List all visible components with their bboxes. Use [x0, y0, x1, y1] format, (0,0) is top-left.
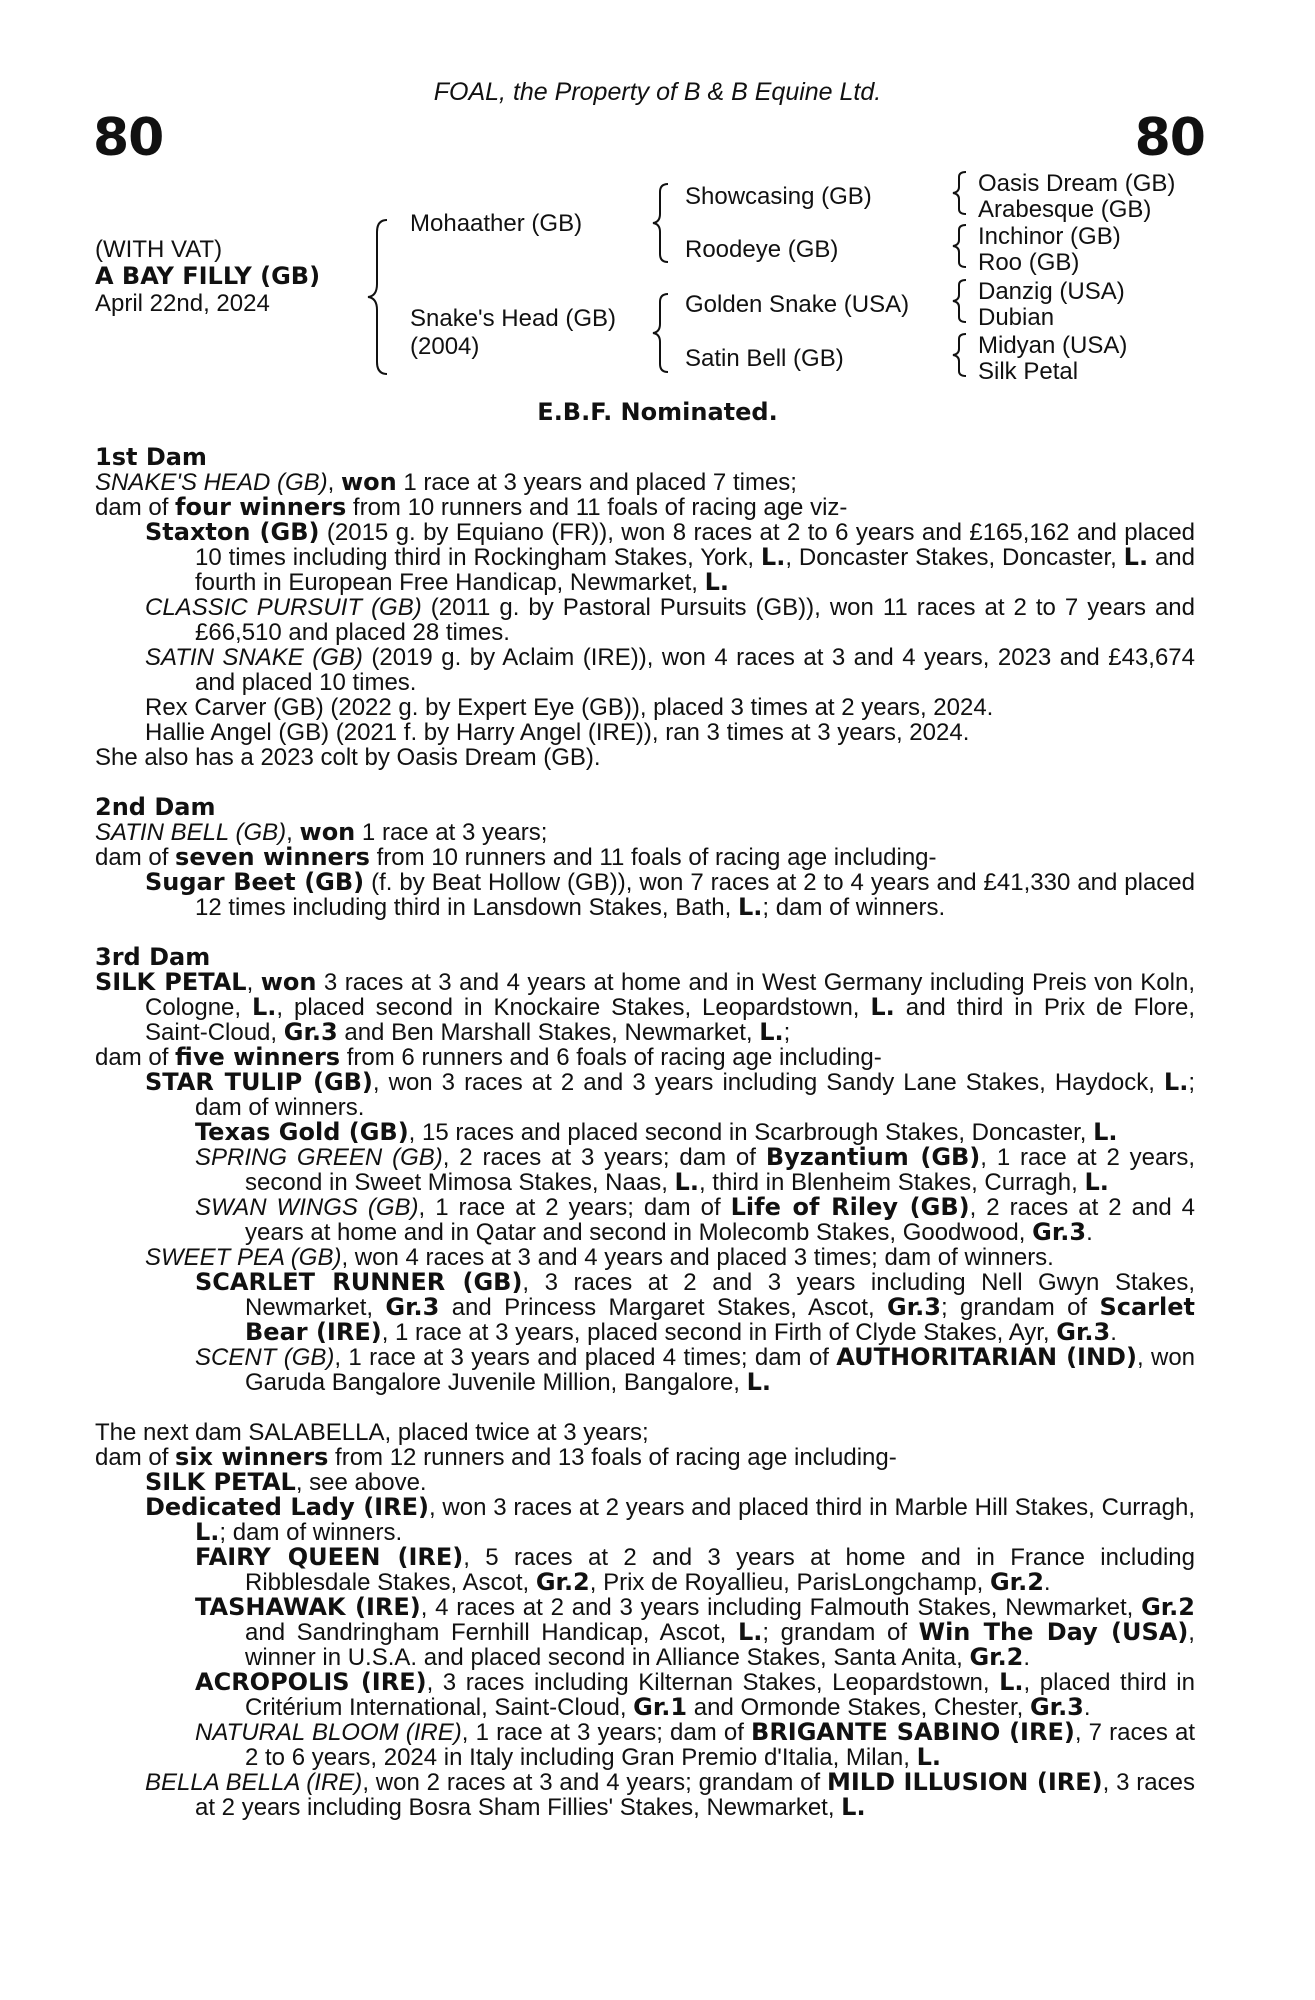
- gen3-sss: Oasis Dream (GB): [978, 170, 1176, 197]
- second-dam-heading: 2nd Dam: [95, 793, 216, 821]
- produce-staxton: Staxton (GB) (2015 g. by Equiano (FR)), won 8 races at 2 to 6 years and £165,162 and placed 10 times including third in Rockingham Stakes, York, L., Doncaster Stakes, Doncaster, L. and fourth in European Free Handicap, Newmarket, L.: [145, 518, 1196, 596]
- produce-natural-bloom: NATURAL BLOOM (IRE), 1 race at 3 years; dam of BRIGANTE SABINO (IRE), 7 races at 2 to 6 years, 2024 in Italy including Gran Premio d'Italia, Milan, L.: [195, 1718, 1195, 1771]
- produce-scent: SCENT (GB), 1 race at 3 years and placed 4 times; dam of AUTHORITARIAN (IND), won Garuda Bangalore Juvenile Million, Bangalore, L.: [195, 1343, 1196, 1396]
- produce-acropolis: ACROPOLIS (IRE), 3 races including Kilternan Stakes, Leopardstown, L., placed third in Critérium International, Saint-Cloud, Gr.1 and Ormonde Stakes, Chester, Gr.3.: [195, 1668, 1195, 1721]
- second-dam-record: SATIN BELL (GB), won 1 race at 3 years;: [95, 818, 548, 846]
- next-dam-produce-summary: dam of six winners from 12 runners and 13 foals of racing age including-: [95, 1443, 897, 1471]
- brace-sd: [950, 223, 970, 269]
- gen3-ssd: Arabesque (GB): [978, 196, 1152, 223]
- produce-spring-green: SPRING GREEN (GB), 2 races at 3 years; dam of Byzantium (GB), 1 race at 2 years, second in Sweet Mimosa Stakes, Naas, L., third in Blenheim Stakes, Curragh, L.: [195, 1143, 1196, 1196]
- produce-dedicated-lady: Dedicated Lady (IRE), won 3 races at 2 years and placed third in Marble Hill Stakes, Curragh, L.; dam of winners.: [145, 1493, 1195, 1546]
- gen3-dss: Danzig (USA): [978, 278, 1125, 305]
- produce-sweet-pea: SWEET PEA (GB), won 4 races at 3 and 4 years and placed 3 times; dam of winners.: [145, 1244, 1054, 1271]
- produce-satin-snake: SATIN SNAKE (GB) (2019 g. by Aclaim (IRE)), won 4 races at 3 and 4 years, 2023 and £43,674 and placed 10 times.: [145, 644, 1195, 696]
- produce-classic-pursuit: CLASSIC PURSUIT (GB) (2011 g. by Pastoral Pursuits (GB)), won 11 races at 2 to 7 years and £66,510 and placed 28 times.: [145, 594, 1195, 646]
- dam: Snake's Head (GB): [410, 305, 617, 332]
- vendor-line: FOAL, the Property of B & B Equine Ltd.: [433, 78, 882, 106]
- produce-sugar-beet: Sugar Beet (GB) (f. by Beat Hollow (GB)), won 7 races at 2 to 4 years and £41,330 and placed 12 times including third in Lansdown Stakes, Bath, L.; dam of winners.: [145, 868, 1195, 921]
- brace-ds: [950, 278, 970, 324]
- produce-silk-petal: SILK PETAL, see above.: [145, 1468, 427, 1496]
- third-dam-produce-summary: dam of five winners from 6 runners and 6 foals of racing age including-: [95, 1043, 882, 1071]
- dam-year: (2004): [410, 333, 480, 360]
- dam-dam: Satin Bell (GB): [685, 345, 844, 372]
- catalogue-body: [95, 445, 1195, 1820]
- sire-brace: [650, 182, 674, 264]
- lot-number-right: 80: [1134, 108, 1205, 168]
- brace-dd: [950, 332, 970, 378]
- sire-dam-brace: [365, 218, 395, 376]
- first-dam-name: SNAKE'S HEAD (GB): [95, 469, 328, 496]
- produce-bella-bella: BELLA BELLA (IRE), won 2 races at 3 and 4 years; grandam of MILD ILLUSION (IRE), 3 races at 2 years including Bosra Sham Fillies' Stakes, Newmarket, L.: [145, 1768, 1195, 1821]
- sire: Mohaather (GB): [410, 210, 583, 237]
- brace-ss: [950, 170, 970, 216]
- first-dam-record: SNAKE'S HEAD (GB), won 1 race at 3 years and placed 7 times;: [95, 468, 797, 496]
- gen3-ddd: Silk Petal: [978, 358, 1079, 385]
- foaling-date: April 22nd, 2024: [95, 290, 270, 317]
- sire-dam: Roodeye (GB): [685, 236, 839, 263]
- first-dam-note: She also has a 2023 colt by Oasis Dream (GB).: [95, 744, 601, 771]
- produce-swan-wings: SWAN WINGS (GB), 1 race at 2 years; dam of Life of Riley (GB), 2 races at 2 and 4 years at home and in Qatar and second in Molecomb Stakes, Goodwood, Gr.3.: [195, 1193, 1196, 1246]
- produce-hallie-angel: Hallie Angel (GB) (2021 f. by Harry Angel (IRE)), ran 3 times at 3 years, 2024.: [145, 719, 970, 746]
- gen3-dsd: Dubian: [978, 304, 1055, 331]
- next-dam-record: The next dam SALABELLA, placed twice at 3 years;: [95, 1419, 649, 1446]
- produce-scarlet-runner: SCARLET RUNNER (GB), 3 races at 2 and 3 years including Nell Gwyn Stakes, Newmarket, Gr.3 and Princess Margaret Stakes, Ascot, Gr.3; grandam of Scarlet Bear (IRE), 1 race at 3 years, placed second in Firth of Clyde Stakes, Ayr, Gr.3.: [195, 1268, 1195, 1346]
- gen3-sds: Inchinor (GB): [978, 223, 1121, 250]
- sire-sire: Showcasing (GB): [685, 183, 872, 210]
- produce-star-tulip: STAR TULIP (GB), won 3 races at 2 and 3 years including Sandy Lane Stakes, Haydock, L.; dam of winners.: [145, 1068, 1195, 1121]
- third-dam-record: SILK PETAL, won 3 races at 3 and 4 years at home and in West Germany including Preis von Koln, Cologne, L., placed second in Knockaire Stakes, Leopardstown, L. and third in Prix de Flore, Saint-Cloud, Gr.3 and Ben Marshall Stakes, Newmarket, L.;: [95, 968, 1196, 1046]
- first-dam-heading: 1st Dam: [95, 443, 207, 471]
- produce-tashawak: TASHAWAK (IRE), 4 races at 2 and 3 years including Falmouth Stakes, Newmarket, Gr.2 and Sandringham Fernhill Handicap, Ascot, L.; grandam of Win The Day (USA), winner in U.S.A. and placed second in Alliance Stakes, Santa Anita, Gr.2.: [195, 1593, 1195, 1671]
- produce-rex-carver: Rex Carver (GB) (2022 g. by Expert Eye (GB)), placed 3 times at 2 years, 2024.: [145, 694, 994, 721]
- lot-number-left: 80: [93, 108, 164, 168]
- gen3-dds: Midyan (USA): [978, 332, 1128, 359]
- produce-texas-gold: Texas Gold (GB), 15 races and placed second in Scarbrough Stakes, Doncaster, L.: [195, 1118, 1118, 1146]
- gen3-sdd: Roo (GB): [978, 249, 1080, 276]
- second-dam-produce-summary: dam of seven winners from 10 runners and 11 foals of racing age including-: [95, 843, 937, 871]
- third-dam-heading: 3rd Dam: [95, 943, 211, 971]
- produce-fairy-queen: FAIRY QUEEN (IRE), 5 races at 2 and 3 years at home and in France including Ribblesdale Stakes, Ascot, Gr.2, Prix de Royallieu, ParisLongchamp, Gr.2.: [195, 1543, 1195, 1596]
- dam-sire: Golden Snake (USA): [685, 291, 910, 318]
- dam-brace: [650, 292, 674, 374]
- pedigree-table: [0, 0, 1315, 400]
- first-dam-produce-summary: dam of four winners from 10 runners and 11 foals of racing age viz-: [95, 493, 848, 521]
- lot-name: A BAY FILLY (GB): [95, 262, 321, 290]
- ebf-nominated: E.B.F. Nominated.: [537, 398, 778, 426]
- vat-label: (WITH VAT): [95, 236, 223, 263]
